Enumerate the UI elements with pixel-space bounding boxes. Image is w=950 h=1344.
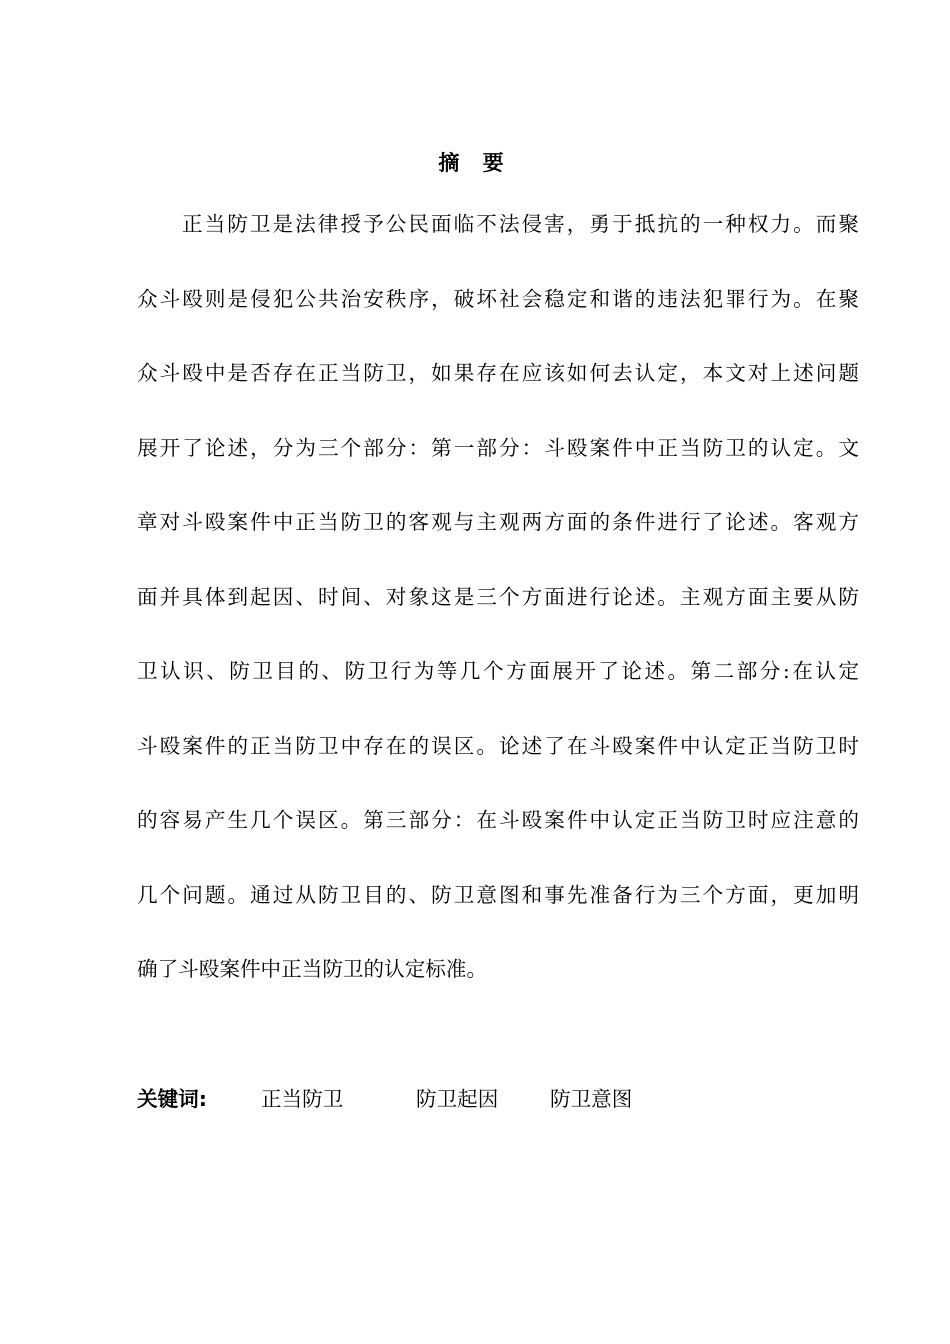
keyword-item: 防卫意图 xyxy=(550,1087,633,1111)
keyword-item: 正当防卫 xyxy=(261,1087,344,1111)
abstract-line: 众斗殴则是侵犯公共治安秩序，破坏社会稳定和谐的违法犯罪行为。在聚 xyxy=(137,286,859,311)
keywords-label: 关键词: xyxy=(137,1087,208,1111)
abstract-line: 的容易产生几个误区。第三部分：在斗殴案件中认定正当防卫时应注意的 xyxy=(137,808,859,832)
abstract-line: 斗殴案件的正当防卫中存在的误区。论述了在斗殴案件中认定正当防卫时 xyxy=(137,733,859,758)
abstract-line: 卫认识、防卫目的、防卫行为等几个方面展开了论述。第二部分:在认定 xyxy=(137,659,859,683)
abstract-line: 章对斗殴案件中正当防卫的客观与主观两方面的条件进行了论述。客观方 xyxy=(137,510,859,534)
abstract-body xyxy=(137,204,859,1024)
abstract-line: 几个问题。通过从防卫目的、防卫意图和事先准备行为三个方面，更加明 xyxy=(137,882,859,907)
keyword-item: 防卫起因 xyxy=(416,1087,499,1111)
abstract-line: 正当防卫是法律授予公民面临不法侵害，勇于抵抗的一种权力。而聚 xyxy=(182,212,859,236)
abstract-line: 面并具体到起因、时间、对象这是三个方面进行论述。主观方面主要从防 xyxy=(137,584,859,609)
abstract-line: 确了斗殴案件中正当防卫的认定标准。 xyxy=(137,957,488,981)
abstract-line: 众斗殴中是否存在正当防卫，如果存在应该如何去认定，本文对上述问题 xyxy=(137,361,859,385)
abstract-line: 展开了论述，分为三个部分：第一部分：斗殴案件中正当防卫的认定。文 xyxy=(137,435,859,460)
abstract-heading: 摘 要 xyxy=(438,151,512,175)
